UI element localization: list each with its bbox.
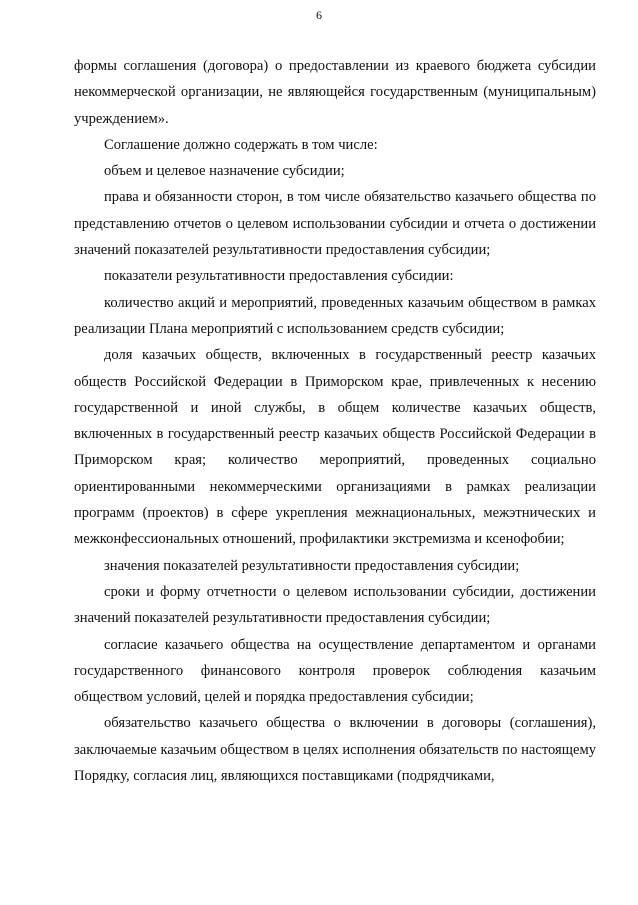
- paragraph-performance-indicators: показатели результативности предоставления субсидии:: [104, 268, 454, 285]
- paragraph-contract-obligation: обязательство казачьего общества о включении в договоры (соглашения), заключаемые казачьим обществом в целях исполнения обязательств по настоящему Порядку, согласия лиц, являющихся поставщиками (подрядчиками,: [74, 715, 596, 785]
- paragraph-control-consent: согласие казачьего общества на осуществление департаментом и органами государственного финансового контроля проверок соблюдения казачьим обществом условий, целей и порядка предоставления субсидии;: [74, 636, 596, 706]
- paragraph-agreement-contents-intro: Соглашение должно содержать в том числе:: [104, 136, 378, 153]
- document-body: [74, 53, 596, 789]
- paragraph-rights-obligations: права и обязанности сторон, в том числе обязательство казачьего общества по представлению отчетов о целевом использовании субсидии и отчета о достижении значений показателей результативности предоставления субсидии;: [74, 189, 596, 259]
- page-number: 6: [316, 8, 322, 22]
- paragraph-cossack-share: доля казачьих обществ, включенных в государственный реестр казачьих обществ Российской Федерации в Приморском крае, привлеченных к несению государственной и иной службы, в общем количестве казачьих обществ, включенных в государственный реестр казачьих обществ Российской Федерации в Приморском края; количество мероприятий, проведенных социально ориентированными некоммерческими организациями в рамках реализации программ (проектов) в сфере укрепления межнациональных, межэтнических и межконфессиональных отношений, профилактики экстремизма и ксенофобии;: [74, 347, 596, 548]
- paragraph-events-count: количество акций и мероприятий, проведенных казачьим обществом в рамках реализации Плана мероприятий с использованием средств субсидии;: [74, 294, 596, 337]
- paragraph-form-continuation: формы соглашения (договора) о предоставлении из краевого бюджета субсидии некоммерческой организации, не являющейся государственным (муниципальным) учреждением».: [74, 58, 596, 127]
- paragraph-reporting-terms: сроки и форму отчетности о целевом использовании субсидии, достижении значений показателей результативности предоставления субсидии;: [74, 583, 596, 627]
- paragraph-subsidy-volume: объем и целевое назначение субсидии;: [104, 163, 345, 180]
- paragraph-indicator-values: значения показателей результативности предоставления субсидии;: [104, 557, 520, 574]
